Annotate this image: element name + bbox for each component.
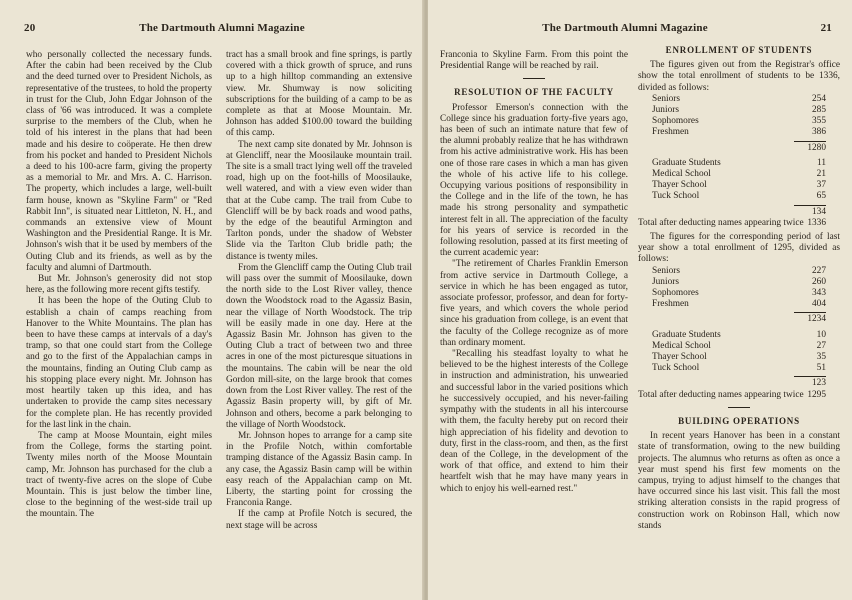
row-value: 27: [816, 340, 826, 351]
section-divider: [523, 78, 545, 79]
row-value: 404: [811, 299, 826, 310]
row-label: Medical School: [652, 169, 711, 180]
row-label: Graduate Students: [652, 329, 721, 340]
subtotal: 1280: [807, 142, 826, 153]
table-row: [638, 341, 840, 352]
row-value: 65: [816, 191, 826, 202]
row-label: Medical School: [652, 340, 711, 351]
paragraph: In recent years Hanover has been in a constant state of transformation, owing to the new building projects. The alumnus who returns as often as once a year must spend his first few moments on the campus, trying to adjust himself to the changes that have occurred since his last visit. This fall the most striking alteration consists in the rapid progress of construction work on Robinson Hall, which now stands: [638, 431, 840, 531]
total-label: Total after deducting names appearing twice: [638, 389, 804, 400]
running-header-left: The Dartmouth Alumni Magazine: [139, 22, 305, 34]
row-value: 37: [816, 180, 826, 191]
row-label: Juniors: [652, 105, 679, 116]
paragraph: who personally collected the necessary funds. After the cabin had been received by the Club and the deed turned over to President Nichols, as representative of the trustees, to hold the property in trust for the Club, John Edgar Johnson of the class of '66 was introduced. It was a complete surprise to the members of the Club, when he told of his interest in the plans that had been made and his desire to coöperate. He then drew from his pocket and handed to President Nichols a deed to his 100-acre farm, giving the property as a memorial to Mr. and Mrs. A. C. Harrison. The property, which includes a large, well-built farm house, known as "Skyline Farm" or "Red Rabbit Inn", is situated near Littleton, N. H., and commands an extensive view of Mount Washington and the Presidential Range. It is Mr. Johnson's wish that it be used by members of the Outing Club and its friends, as well as by the faculty and alumni of Dartmouth.: [26, 50, 212, 273]
paragraph: The figures for the corresponding period of last year show a total enrollment of 1295, divided as follows:: [638, 232, 840, 265]
total-value: 1336: [807, 217, 826, 228]
table-row: [638, 288, 840, 299]
paragraph: From the Glencliff camp the Outing Club trail will pass over the summit of Moosilauke, down the north side to the Lost River valley, thence down the Woodstock road to the Agassiz Basin, near the village of North Woodstock. The trip will be easily made in one day. Here at the Agassiz Basin Mr. Johnson has given to the Outing Club a tract of between two and three acres in one of the most picturesque situations in the mountains. The cabin will be near the old Gordon mill-site, on the large brook that comes down from the Lost River valley. The rest of the Agassiz Basin property will, by gift of Mr. Johnson and others, become a park belonging to the village of North Woodstock.: [226, 262, 412, 430]
row-value: 227: [811, 265, 826, 276]
page-number-left: 20: [24, 22, 36, 34]
total-row: [638, 218, 840, 229]
section-divider: [728, 407, 750, 408]
table-row: [638, 363, 840, 374]
sum-rule: [794, 141, 826, 142]
paragraph: The figures given out from the Registrar's office show the total enrollment of students to be 1336, divided as follows:: [638, 60, 840, 93]
table-row: [638, 277, 840, 288]
enrollment-previous-table: [638, 266, 840, 401]
table-row: [638, 180, 840, 191]
row-value: 51: [816, 363, 826, 374]
paragraph: Mr. Johnson hopes to arrange for a camp site in the Profile Notch, within comfortable tramping distance of the Agassiz Basin camp. In any case, the Agassiz Basin camp will be within easy reach of the Appalachian camp on Mt. Liberty, the starting point for crossing the Franconia Range.: [226, 430, 412, 509]
table-row: [638, 191, 840, 202]
row-label: Sophomores: [652, 116, 699, 127]
subtotal: 134: [811, 206, 826, 217]
row-value: 285: [811, 105, 826, 116]
row-value: 10: [816, 329, 826, 340]
enrollment-current-table: [638, 94, 840, 229]
paragraph: If the camp at Profile Notch is secured, the next stage will be across: [226, 509, 412, 531]
table-row: [638, 127, 840, 138]
sum-rule: [794, 205, 826, 206]
row-value: 35: [816, 352, 826, 363]
sum-rule: [794, 312, 826, 313]
left-column-1: [26, 50, 212, 521]
table-row: [638, 158, 840, 169]
left-column-2: [226, 50, 412, 532]
table-row: [638, 299, 840, 310]
paragraph: It has been the hope of the Outing Club to establish a chain of camps reaching from Hanover to the White Mountains. The plan has been to have these camps at intervals of a day's tramp, so that one could start from the College and go to the first of the Appalachian camps in the mountains, finding an Outing Club camp as his stopping place every night. Mr. Johnson has most heartily taken up this idea, and has undertaken to provide the camp sites necessary for the complete plan. He has recently provided for the last link in the chain.: [26, 296, 212, 430]
row-label: Tuck School: [652, 191, 700, 202]
row-label: Freshmen: [652, 127, 689, 138]
running-header-right: The Dartmouth Alumni Magazine: [542, 22, 708, 34]
subtotal: 1234: [807, 314, 826, 325]
row-label: Thayer School: [652, 180, 707, 191]
row-label: Seniors: [652, 93, 681, 104]
building-heading: BUILDING OPERATIONS: [678, 415, 800, 426]
table-row: [638, 105, 840, 116]
total-row: [638, 390, 840, 401]
table-row: [638, 330, 840, 341]
right-page: [428, 0, 852, 600]
paragraph: Professor Emerson's connection with the College since his graduation forty-five years ago, has been of such an intimate nature that few of the alumni probably realize that he has withdrawn from his active administrative work. His has been one of those rare cases in which a man has given the whole of his active life to his college. Occupying various positions of responsibility in the College and in the life of the town, he has made his strong personality and sympathetic interest felt in all. The appreciation of the faculty for his years of service is recorded in the following resolution, passed at its first meeting of the current academic year:: [440, 102, 628, 259]
row-value: 355: [811, 116, 826, 127]
row-label: Juniors: [652, 276, 679, 287]
row-label: Graduate Students: [652, 157, 721, 168]
table-row: [638, 116, 840, 127]
paragraph: But Mr. Johnson's generosity did not stop here, as the following more recent gifts testify.: [26, 274, 212, 296]
left-page: [0, 0, 424, 600]
row-value: 343: [811, 288, 826, 299]
row-value: 11: [817, 157, 826, 168]
table-row: [638, 266, 840, 277]
row-value: 21: [816, 169, 826, 180]
row-label: Tuck School: [652, 363, 700, 374]
table-row: [638, 169, 840, 180]
subtotal: 123: [811, 378, 826, 389]
row-value: 260: [811, 276, 826, 287]
row-label: Sophomores: [652, 288, 699, 299]
row-label: Thayer School: [652, 352, 707, 363]
row-label: Freshmen: [652, 299, 689, 310]
paragraph: The camp at Moose Mountain, eight miles from the College, forms the starting point. Twenty miles north of the Moose Mountain camp, Mr. Johnson has purchased for the club a tract of twenty-five acres on the slope of Cube Mountain. This is just below the timber line, close to the beginning of the west-side trail up the mountain. The: [26, 430, 212, 520]
enrollment-heading: ENROLLMENT OF STUDENTS: [665, 45, 813, 55]
total-label: Total after deducting names appearing twice: [638, 217, 804, 228]
right-column-1: [440, 50, 628, 495]
paragraph: tract has a small brook and fine springs, is partly covered with a thick growth of spruce, and runs up to a high hilltop commanding an extensive view. Mr. Shumway is now soliciting subscriptions for the building of a camp to be as complete as that at Moose Mountain. Mr. Johnson has added $100.00 toward the building of this camp.: [226, 50, 412, 139]
row-label: Seniors: [652, 265, 681, 276]
sum-rule: [794, 376, 826, 377]
right-column-2: [638, 45, 840, 532]
page-number-right: 21: [820, 22, 832, 34]
paragraph: The next camp site donated by Mr. Johnson is at Glencliff, near the Moosilauke mountain trail. The site is a small tract lying well off the traveled road, high up on the foot-hills of Moosilauke, well watered, and with a view even wider than that at the Cube camp. The trail from Cube to Glencliff will be by back roads and wood paths, by the edge of the beautiful Armington and Tarlton ponds, under the shadow of Webster Slide via the Tarlton Club bridle path; the distance is twenty miles.: [226, 139, 412, 262]
paragraph: Franconia to Skyline Farm. From this point the Presidential Range will be reached by rail.: [440, 50, 628, 72]
paragraph: "Recalling his steadfast loyalty to what he believed to be the highest interests of the College in instruction and administration, his unwearied and successful labor in the varied positions which he successively occupied, and his never-failing sympathy with the students in all his intercourse with them, the faculty hereby put on record their high appreciation of his fidelity and devotion to duty, first in the class-room, and then, as the first dean of the College, in the development of the work of that office, and extend to him their heartfelt wish that he may have many years in which to enjoy his well-earned rest.": [440, 349, 628, 494]
resolution-heading: RESOLUTION OF THE FACULTY: [454, 87, 614, 98]
table-row: [638, 352, 840, 363]
row-value: 254: [811, 93, 826, 104]
row-value: 386: [811, 127, 826, 138]
table-row: [638, 94, 840, 105]
total-value: 1295: [807, 389, 826, 400]
paragraph: "The retirement of Charles Franklin Emerson from active service in Dartmouth College, a service in which he has been engaged as tutor, associate professor, professor, and dean for forty-five years, and which covers the whole period since his graduation from college, is an event that the faculty of the College recognize as of more than ordinary moment.: [440, 259, 628, 348]
